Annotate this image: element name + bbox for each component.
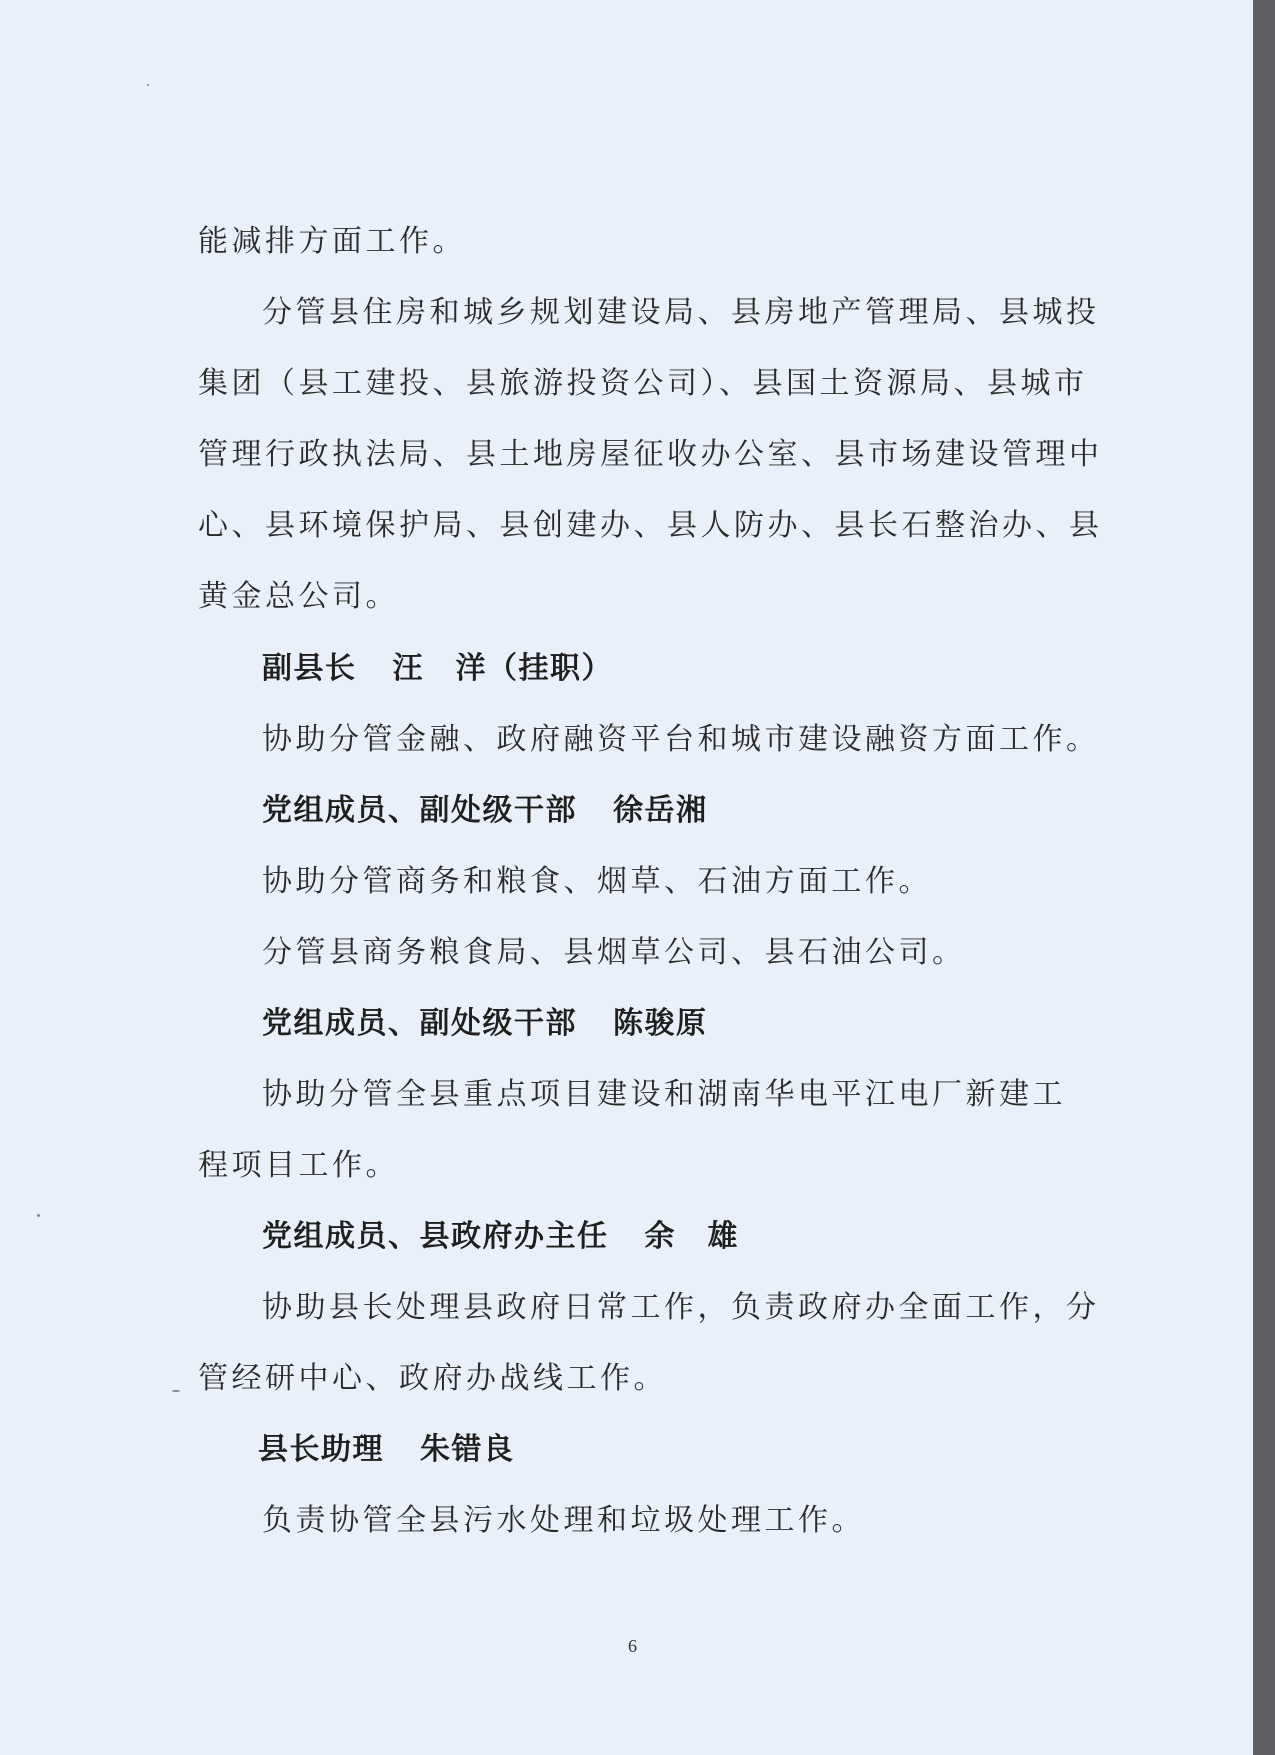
text-line: 管经研中心、政府办战线工作。 — [198, 1361, 667, 1396]
text-line: 心、县环境保护局、县创建办、县人防办、县长石整治办、县 — [198, 508, 1103, 543]
section-heading — [262, 649, 613, 689]
text-line: 集团（县工建投、县旅游投资公司）、县国土资源局、县城市 — [198, 366, 1088, 401]
scan-speck — [172, 1390, 180, 1392]
text-line: 分管县商务粮食局、县烟草公司、县石油公司。 — [262, 935, 966, 970]
heading-title: 党组成员、副处级干部 — [262, 1006, 577, 1041]
scan-speck — [147, 84, 149, 86]
heading-person-name: 汪 洋（挂职） — [392, 651, 613, 686]
heading-title: 党组成员、副处级干部 — [262, 793, 577, 828]
section-heading — [258, 1430, 515, 1470]
heading-person-name: 余 雄 — [644, 1219, 739, 1254]
heading-person-name: 朱错良 — [420, 1432, 515, 1467]
text-line: 程项目工作。 — [198, 1148, 399, 1183]
heading-title: 党组成员、县政府办主任 — [262, 1219, 609, 1254]
heading-title: 县长助理 — [258, 1432, 384, 1467]
text-line: 协助分管金融、政府融资平台和城市建设融资方面工作。 — [262, 722, 1100, 757]
text-line: 负责协管全县污水处理和垃圾处理工作。 — [262, 1503, 865, 1538]
section-heading — [262, 791, 708, 831]
text-line: 分管县住房和城乡规划建设局、县房地产管理局、县城投 — [262, 295, 1100, 330]
text-line: 能减排方面工作。 — [198, 224, 466, 259]
text-line: 管理行政执法局、县土地房屋征收办公室、县市场建设管理中 — [198, 437, 1103, 472]
text-line: 协助县长处理县政府日常工作，负责政府办全面工作，分 — [262, 1290, 1100, 1325]
text-line: 协助分管商务和粮食、烟草、石油方面工作。 — [262, 864, 932, 899]
text-line: 黄金总公司。 — [198, 579, 399, 614]
heading-person-name: 徐岳湘 — [613, 793, 708, 828]
scan-speck — [37, 1214, 40, 1217]
section-heading — [262, 1004, 708, 1044]
text-line: 协助分管全县重点项目建设和湖南华电平江电厂新建工 — [262, 1077, 1066, 1112]
heading-title: 副县长 — [262, 651, 357, 686]
section-heading — [262, 1217, 739, 1257]
heading-person-name: 陈骏原 — [613, 1006, 708, 1041]
page-number: 6 — [628, 1636, 637, 1656]
